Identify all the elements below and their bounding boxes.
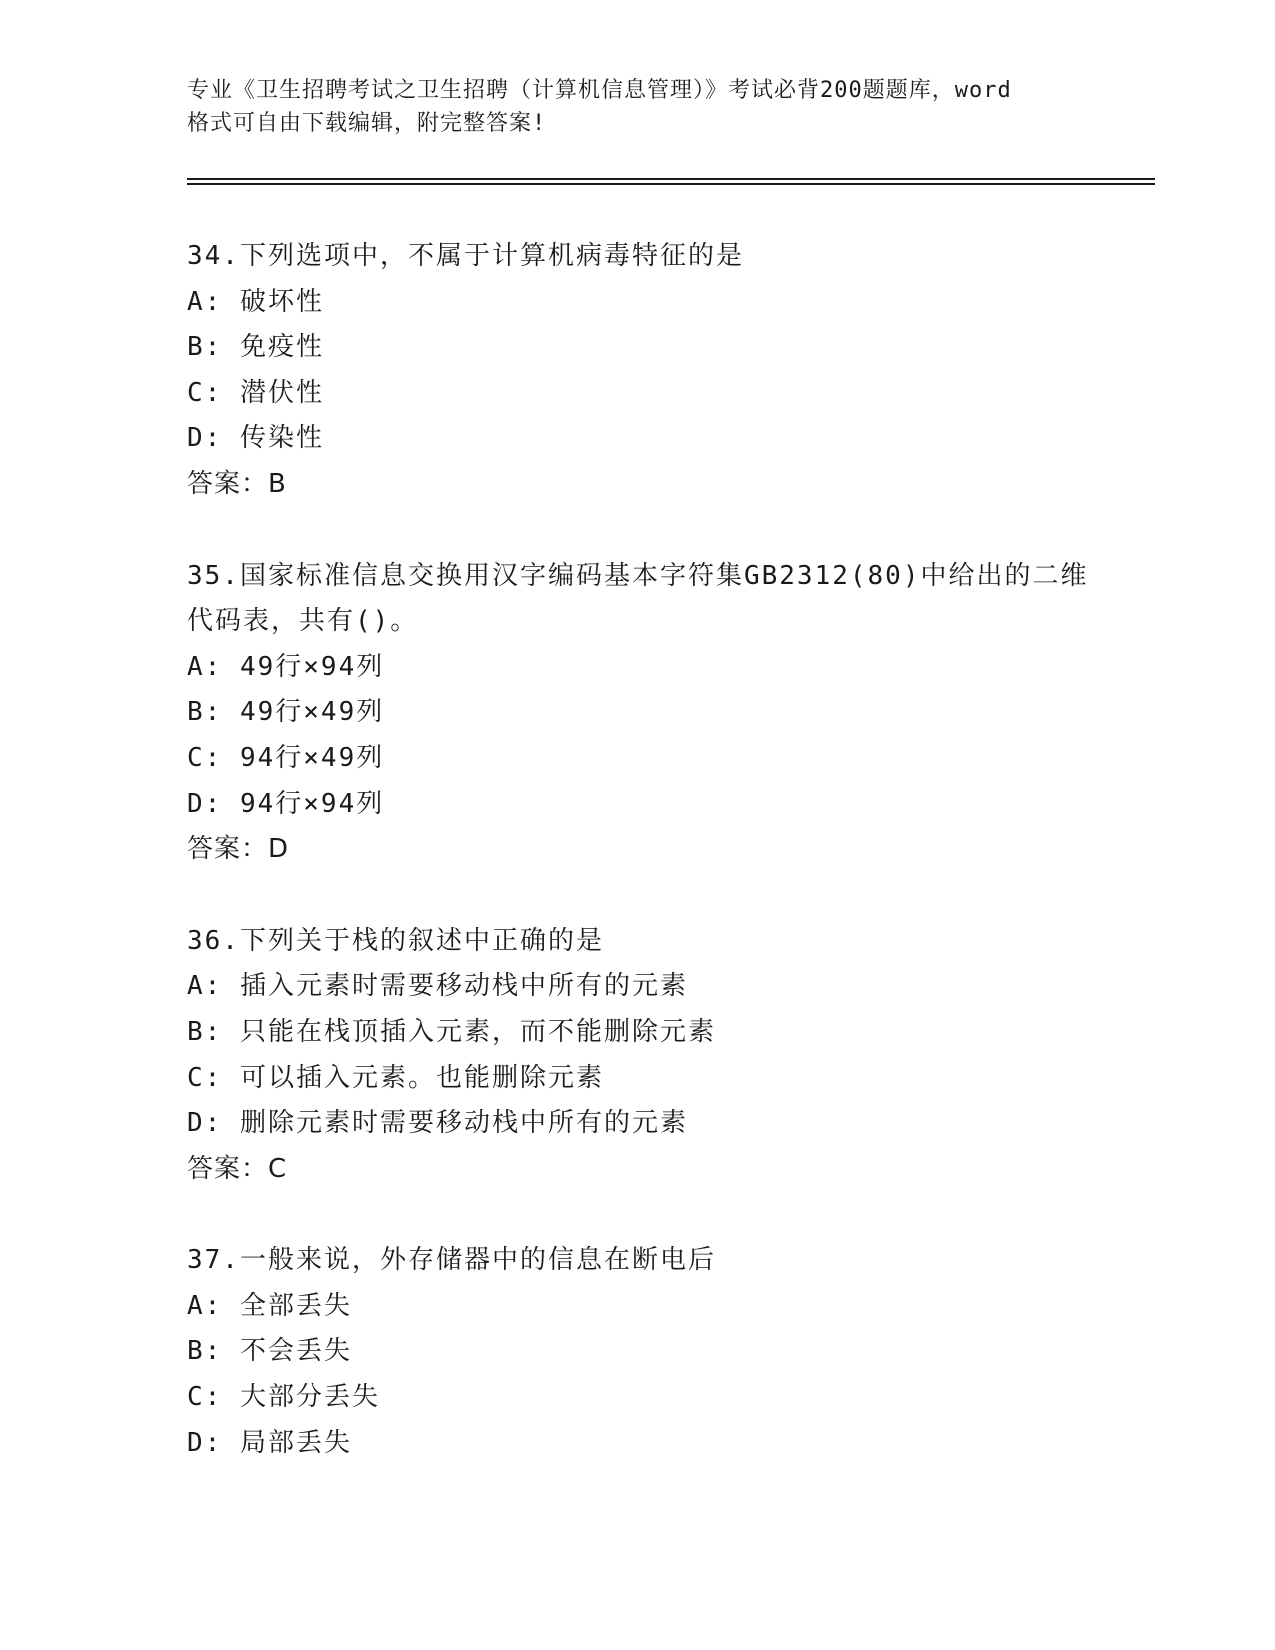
question-36 — [187, 919, 1147, 1193]
question-stem: 36.下列关于栈的叙述中正确的是 — [187, 925, 604, 956]
question-list — [187, 234, 1147, 1512]
document-header — [187, 74, 1087, 140]
option-a: A: 插入元素时需要移动栈中所有的元素 — [187, 971, 688, 1002]
option-c: C: 潜伏性 — [187, 377, 324, 408]
option-b: B: 49行×49列 — [187, 697, 385, 728]
question-stem: 37.一般来说，外存储器中的信息在断电后 — [187, 1245, 716, 1276]
option-b: B: 免疫性 — [187, 332, 324, 363]
option-c: C: 大部分丢失 — [187, 1382, 380, 1413]
question-stem: 34.下列选项中，不属于计算机病毒特征的是 — [187, 241, 744, 271]
option-a: A: 49行×94列 — [187, 651, 385, 682]
option-d: D: 94行×94列 — [187, 788, 385, 819]
answer-label: 答案：B — [187, 468, 287, 499]
header-rule-top — [187, 178, 1155, 180]
question-34 — [187, 234, 1147, 508]
option-d: D: 局部丢失 — [187, 1427, 352, 1458]
option-d: D: 删除元素时需要移动栈中所有的元素 — [187, 1108, 688, 1139]
question-stem: 35.国家标准信息交换用汉字编码基本字符集GB2312(80)中给出的二维 — [187, 560, 1089, 591]
header-line: 专业《卫生招聘考试之卫生招聘（计算机信息管理）》考试必背200题题库，word — [187, 78, 1012, 103]
question-stem-continued: 代码表，共有()。 — [187, 606, 419, 637]
answer-label: 答案：C — [187, 1153, 288, 1184]
question-37 — [187, 1238, 1147, 1466]
header-line: 格式可自由下载编辑，附完整答案! — [187, 111, 547, 136]
header-rule-bottom — [187, 183, 1155, 185]
option-c: C: 94行×49列 — [187, 742, 385, 773]
option-b: B: 不会丢失 — [187, 1336, 352, 1367]
option-d: D: 传染性 — [187, 423, 324, 454]
option-a: A: 破坏性 — [187, 286, 324, 317]
option-c: C: 可以插入元素。也能删除元素 — [187, 1062, 604, 1093]
option-a: A: 全部丢失 — [187, 1290, 352, 1321]
option-b: B: 只能在栈顶插入元素，而不能删除元素 — [187, 1016, 716, 1047]
question-35 — [187, 554, 1147, 873]
answer-label: 答案：D — [187, 834, 290, 865]
